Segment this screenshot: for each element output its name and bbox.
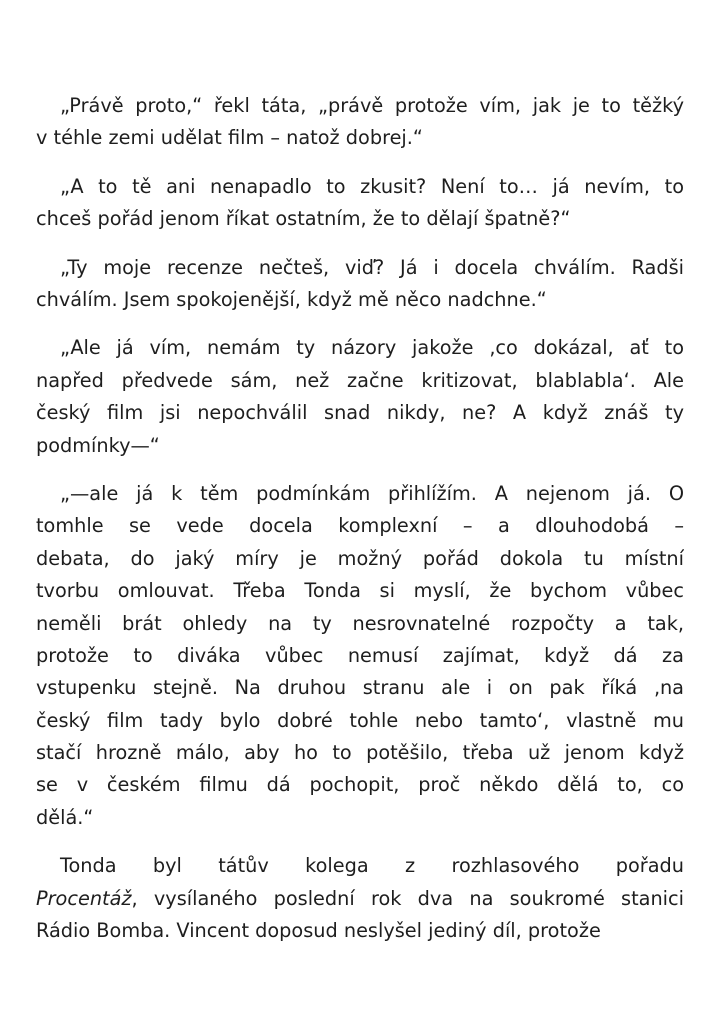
text-line: dělá.“ (36, 805, 94, 829)
text-line: „Ty moje recenze nečteš, viď? Já i docela chválím. Radši (60, 255, 684, 279)
text-line: „Právě proto,“ řekl táta, „právě protože vím, jak je to těžký (60, 94, 684, 117)
paragraph (36, 171, 684, 236)
text-line: český film tady bylo dobré tohle nebo tamto‘, vlastně mu (36, 708, 684, 732)
text-line: český film jsi nepochválil snad nikdy, ne? A když znáš ty (36, 401, 684, 425)
text-line: Rádio Bomba. Vincent doposud neslyšel jediný díl, protože (36, 919, 601, 943)
text-line: Procentáž, vysílaného poslední rok dva na soukromé stanici (36, 886, 684, 910)
paragraph (36, 850, 684, 947)
text-line: tomhle se vede docela komplexní – a dlouhodobá – (36, 514, 684, 538)
text-line: chválím. Jsem spokojenější, když mě něco nadchne.“ (36, 287, 547, 311)
text-line: vstupenku stejně. Na druhou stranu ale i on pak říká ‚na (36, 676, 684, 700)
text-line: chceš pořád jenom říkat ostatním, že to dělají špatně?“ (36, 207, 571, 231)
text-line: protože to diváka vůbec nemusí zajímat, když dá za (36, 643, 684, 667)
text-line: se v českém filmu dá pochopit, proč někdo dělá to, co (36, 773, 684, 797)
text-line: Tonda byl tátův kolega z rozhlasového pořadu (60, 854, 684, 878)
text-line: debata, do jaký míry je možný pořád dokola tu místní (36, 546, 684, 570)
paragraph (36, 252, 684, 317)
text-line: napřed předvede sám, než začne kritizovat, blablabla‘. Ale (36, 368, 684, 392)
paragraph (36, 332, 684, 462)
text-line: neměli brát ohledy na ty nesrovnatelné rozpočty a tak, (36, 611, 684, 635)
text-line: „—ale já k těm podmínkám přihlížím. A nejenom já. O (60, 481, 684, 505)
text-line: „Ale já vím, nemám ty názory jakože ‚co dokázal, ať to (60, 336, 684, 360)
text-line: v téhle zemi udělat film – natož dobrej.“ (36, 126, 423, 150)
body-text (36, 90, 684, 963)
paragraph (36, 478, 684, 834)
text-line: tvorbu omlouvat. Třeba Tonda si myslí, že bychom vůbec (36, 579, 684, 603)
text-line: stačí hrozně málo, aby ho to potěšilo, třeba už jenom když (36, 741, 684, 765)
text-line: podmínky—“ (36, 433, 160, 457)
italic-title: Procentáž (36, 886, 132, 910)
text-line: „A to tě ani nenapadlo to zkusit? Není to… já nevím, to (60, 174, 684, 198)
paragraph (36, 90, 684, 155)
